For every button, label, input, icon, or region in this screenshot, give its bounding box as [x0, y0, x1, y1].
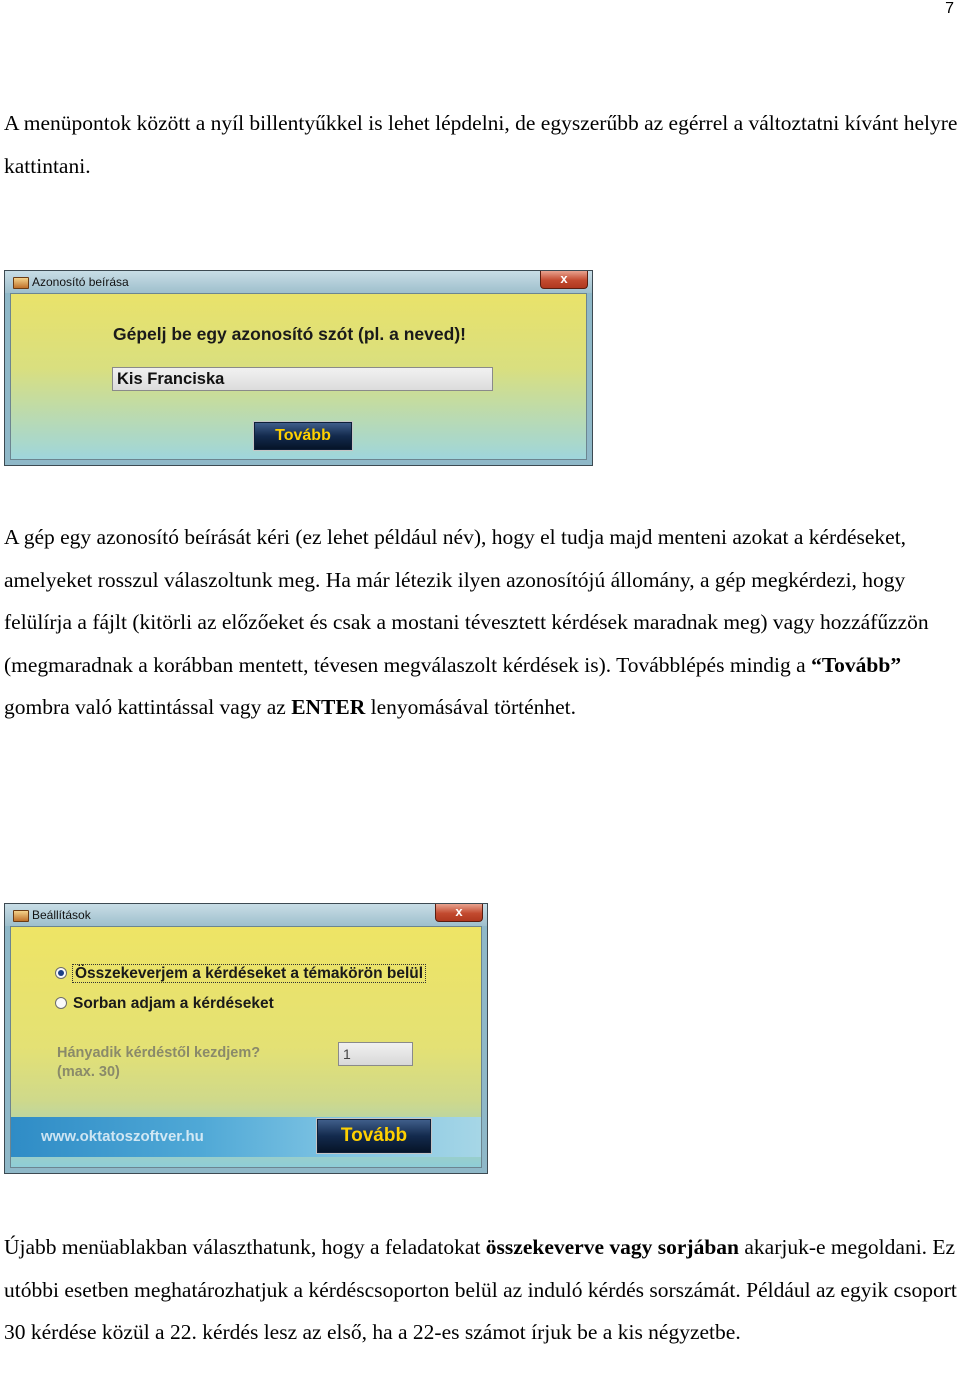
- para2-text: A gép egy azonosító beírását kéri (ez lehet például név), hogy el tudja majd menteni azokat a kérdéseket, amelyeket rosszul válaszoltunk meg. Ha már létezik ilyen azonosítójú állomány, a gép megkérdezi, hogy felülírja a fájlt (kitörli az előzőeket és csak a mostani tévesztett kérdések maradnak meg) vagy hozzáfűzzön (megmaradnak a korábban mentett, tévesen megválaszolt kérdések is). Továbblépés mindig a: [4, 525, 929, 677]
- radio-button-checked[interactable]: [55, 967, 67, 979]
- radio-shuffle-option[interactable]: [55, 965, 425, 983]
- id-input[interactable]: [112, 367, 493, 391]
- footer-band: [11, 1117, 481, 1157]
- radio-sequential-label: Sorban adjam a kérdéseket: [73, 995, 274, 1012]
- dialog-title: Beállítások: [32, 908, 91, 922]
- dialog-titlebar: [5, 904, 487, 926]
- para2-bold-enter: ENTER: [291, 695, 366, 719]
- page-number: 7: [945, 0, 954, 17]
- next-button[interactable]: Tovább: [317, 1119, 431, 1153]
- dialog-titlebar: [5, 271, 592, 293]
- para3-text-2: akarjuk-e megoldani. Ez utóbbi esetben meghatározhatjuk a kérdéscsoporton belül az induló kérdés sorszámát. Például az egyik csoport 30 kérdése közül a 22. kérdés lesz az első, ha a 22-es számot írjuk be a kis négyzetbe.: [4, 1235, 957, 1344]
- next-button[interactable]: Tovább: [254, 422, 352, 450]
- start-question-label-line2: (max. 30): [57, 1064, 120, 1080]
- radio-shuffle-label: Összekeverjem a kérdéseket a témakörön belül: [75, 965, 424, 982]
- id-entry-dialog: [4, 270, 593, 466]
- radio-sequential-option[interactable]: [55, 995, 274, 1013]
- para3-text: Újabb menüablakban választhatunk, hogy a feladatokat: [4, 1235, 486, 1259]
- dialog-title: Azonosító beírása: [32, 275, 129, 289]
- paragraph-id-explanation: [4, 516, 960, 729]
- para2-text-2: gombra való kattintással vagy az: [4, 695, 292, 719]
- para2-bold-tovabb: “Tovább”: [811, 652, 902, 677]
- paragraph-menu-navigation: A menüpontok között a nyíl billentyűkkel is lehet lépdelni, de egyszerűbb az egérrel a változtatni kívánt helyre kattintani.: [4, 111, 958, 178]
- settings-dialog: [4, 903, 488, 1174]
- id-prompt-label: Gépelj be egy azonosító szót (pl. a neved)!: [113, 324, 466, 344]
- dialog-client-area: [10, 926, 482, 1168]
- paragraph-settings-explanation: [4, 1226, 960, 1354]
- start-question-label: [57, 1044, 260, 1082]
- app-icon: [13, 910, 29, 922]
- para2-text-3: lenyomásával történhet.: [365, 695, 577, 719]
- start-question-input[interactable]: [338, 1042, 413, 1066]
- close-button[interactable]: x: [540, 271, 588, 289]
- start-question-label-line1: Hányadik kérdéstől kezdjem?: [57, 1045, 261, 1061]
- app-icon: [13, 277, 29, 289]
- website-label: www.oktatoszoftver.hu: [41, 1128, 204, 1145]
- para3-bold: összekeverve vagy sorjában: [485, 1235, 739, 1259]
- close-button[interactable]: x: [435, 904, 483, 922]
- dialog-client-area: [10, 293, 587, 460]
- radio-button[interactable]: [55, 997, 67, 1009]
